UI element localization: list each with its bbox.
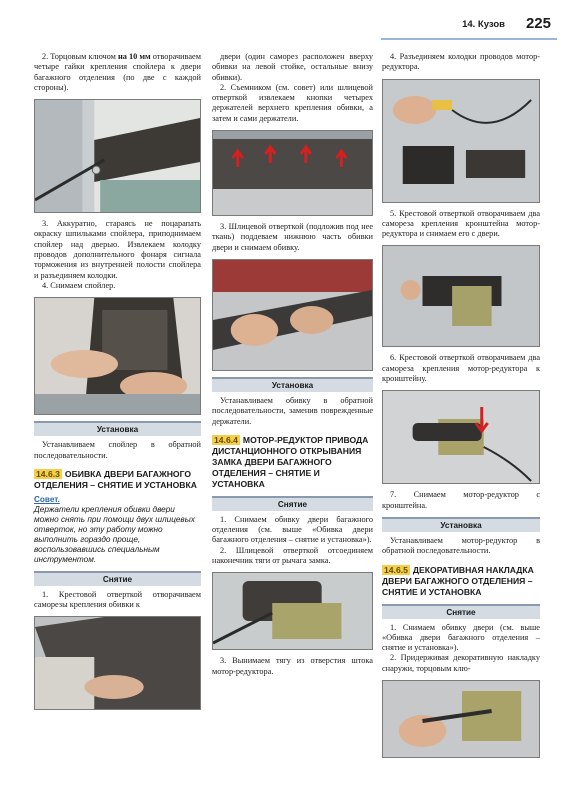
section-heading-14-6-3: 14.6.3 ОБИВКА ДВЕРИ БАГАЖНОГО ОТДЕЛЕНИЯ – СНЯТИЕ И УСТАНОВКА — [34, 468, 197, 490]
photo-trim-removal — [212, 259, 373, 371]
installation-text: Устанавливаем спойлер в обратной последовательности. — [34, 440, 201, 460]
page-number: 225 — [525, 15, 551, 32]
step-text: 3. Вынимаем тягу из отверстия штока мотор-редуктора. — [212, 656, 373, 676]
step-text: 6. Крестовой отверткой отворачиваем два самореза крепления мотор-редуктора к кронштейну. — [382, 353, 540, 384]
photo-motor-reducer — [382, 390, 540, 484]
tip-text: Держатели крепления обивки двери можно снять при помощи двух шлицевых отверток, но эту работу можно выполнить гораздо проще, воспользовавшись специальным инструментом. — [34, 504, 195, 564]
step-text: 1. Снимаем обивку двери багажного отделения (см. выше «Обивка двери багажного отделения – снятие и установка»). — [212, 514, 373, 545]
step-text: 1. Крестовой отверткой отворачиваем саморезы крепления обивки к — [34, 589, 201, 610]
installation-text: Устанавливаем мотор-редуктор в обратной последовательности. — [382, 535, 540, 556]
column-1 — [34, 52, 201, 716]
step-text: 4. Снимаем спойлер. — [42, 280, 116, 290]
step-text: 2. Торцовым ключом на 10 мм отворачиваем четыре гайки крепления спойлера к двери багажного отделения (по две с каждой стороны). — [34, 52, 201, 92]
step-text: 1. Снимаем обивку двери (см. выше «Обивка двери багажного отделения – снятие и установка»). — [382, 622, 540, 653]
photo-spoiler-removal — [34, 297, 201, 415]
photo-lock-rod — [212, 572, 373, 650]
step-text: двери (один саморез расположен вверху обивки на левой стойке, остальные внизу обивки). — [212, 52, 373, 82]
removal-heading: Снятие — [382, 604, 540, 619]
installation-heading: Установка — [382, 517, 540, 532]
step-text: 4. Разъединяем колодки проводов мотор-редуктора. — [382, 52, 540, 72]
section-title: 14. Кузов — [462, 19, 505, 30]
step-text: 2. Съемником (см. совет) или шлицевой отверткой извлекаем кнопки четырех держателей верхнего крепления обивки, а затем и сами держатели. — [212, 82, 373, 123]
header-rule — [381, 38, 557, 40]
tip-label: Совет. — [34, 494, 60, 504]
photo-trim-holders — [212, 130, 373, 216]
photo-trim-panel — [382, 680, 540, 758]
tip-block — [34, 495, 201, 565]
step-text: 7. Снимаем мотор-редуктор с кронштейна. — [382, 490, 540, 510]
page-header — [381, 14, 557, 38]
installation-heading: Установка — [212, 377, 373, 392]
step-text: 2. Шлицевой отверткой отсоединяем наконечник тяги от рычага замка. — [212, 545, 373, 566]
photo-connectors — [382, 79, 540, 203]
photo-trim-screw — [34, 616, 201, 710]
removal-heading: Снятие — [212, 496, 373, 511]
step-text: 3. Шлицевой отверткой (подложив под нее ткань) поддеваем нижнюю часть обивки двери и снимаем обивку. — [212, 222, 373, 252]
installation-text: Устанавливаем обивку в обратной последовательности, заменив поврежденные держатели. — [212, 395, 373, 426]
photo-bracket — [382, 245, 540, 347]
removal-heading: Снятие — [34, 571, 201, 586]
section-heading-14-6-4: 14.6.4 МОТОР-РЕДУКТОР ПРИВОДА ДИСТАНЦИОННОГО ОТКРЫВАНИЯ ЗАМКА ДВЕРИ БАГАЖНОГО ОТДЕЛЕНИЯ – СНЯТИЕ И УСТАНОВКА — [212, 434, 369, 489]
column-3 — [382, 52, 540, 764]
section-heading-14-6-5: 14.6.5 ДЕКОРАТИВНАЯ НАКЛАДКА ДВЕРИ БАГАЖНОГО ОТДЕЛЕНИЯ – СНЯТИЕ И УСТАНОВКА — [382, 564, 534, 597]
installation-heading: Установка — [34, 421, 201, 436]
step-text: 5. Крестовой отверткой отворачиваем два самореза крепления кронштейна мотор-редуктора и снимаем его с двери. — [382, 208, 540, 239]
column-2 — [212, 52, 373, 677]
step-text: 3. Аккуратно, стараясь не поцарапать окраску шпильками спойлера, приподнимаем спойлер над дверью. Извлекаем колодку проводов дополнительного фонаря сигнала торможения из внутренней полости спойлера и разъединяем колодки. — [34, 219, 201, 280]
step-text: 2. Придерживая декоративную накладку снаружи, торцовым клю- — [382, 653, 540, 673]
photo-spoiler-nuts — [34, 99, 201, 213]
